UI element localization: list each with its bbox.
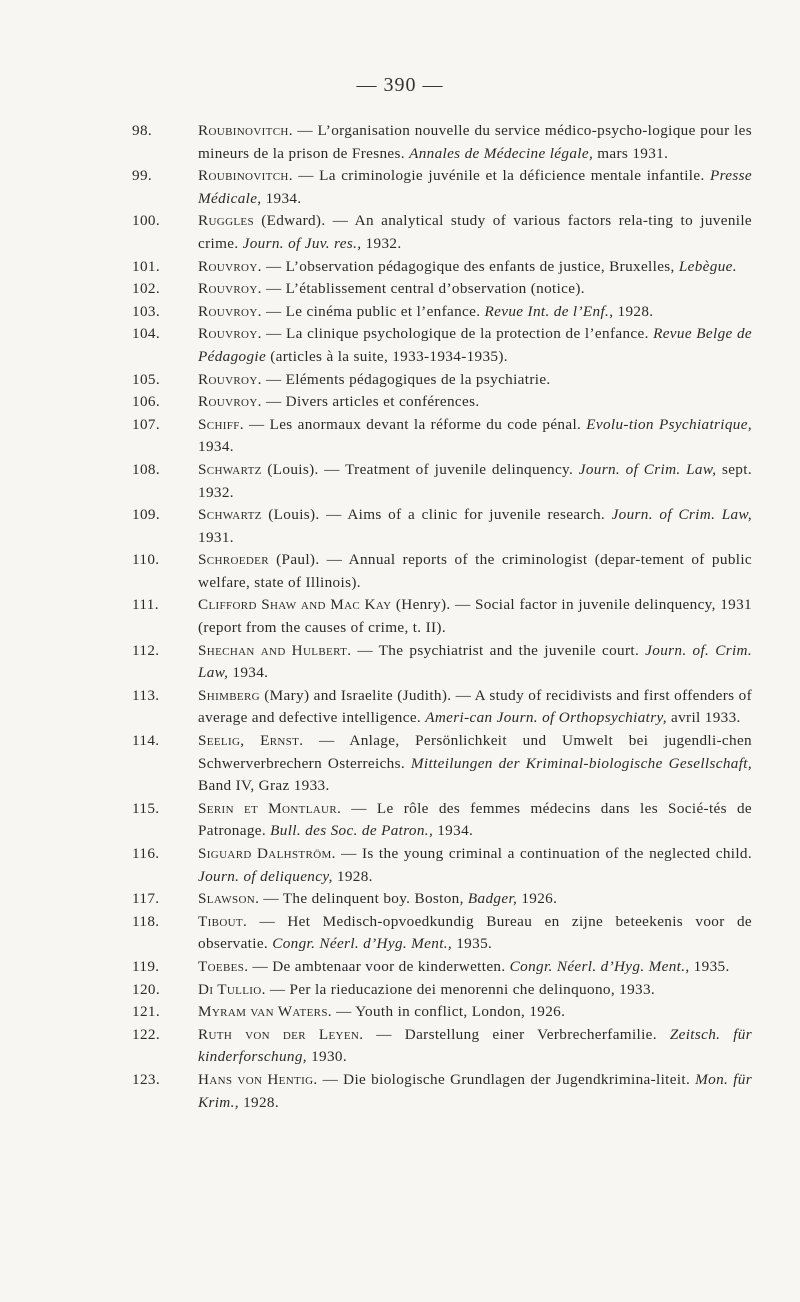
entry-tail: 1928. <box>238 1093 279 1111</box>
entry-author: Slawson. <box>198 890 260 908</box>
entry-text <box>198 391 752 414</box>
entry-body: — L’organisation nouvelle du service médico-psycho-logique pour les mineurs de la prison de Fresnes. <box>198 122 752 162</box>
entry-number: 112. <box>132 641 160 659</box>
entry-number: 102. <box>132 280 160 298</box>
entry-author: Ruth von der Leyen. <box>198 1025 364 1043</box>
entry-body: — La clinique psychologique de la protection de l’enfance. <box>261 325 654 343</box>
entry-source: Bull. des Soc. de Patron., <box>270 822 434 840</box>
entry-body: — L’établissement central d’observation (notice). <box>261 280 585 298</box>
entry-text <box>198 1069 752 1114</box>
entry-number: 104. <box>132 325 160 343</box>
entry-source: Mon. für Krim., <box>198 1070 752 1111</box>
entry-number: 114. <box>132 732 160 750</box>
entry-source: Journ. of. Crim. Law, <box>198 641 752 682</box>
entry-body: (Henry). — Social factor in juvenile delinquency, 1931 (report from the causes of crime, t. II). <box>198 596 752 637</box>
entry-text <box>198 278 752 301</box>
entry-body: — Eléments pédagogiques de la psychiatrie. <box>261 370 551 388</box>
entry-number: 113. <box>132 686 160 704</box>
entry-text <box>198 888 752 911</box>
entry-tail: 1934. <box>228 664 269 682</box>
bibliography-entry <box>132 1001 752 1024</box>
entry-number: 101. <box>132 257 160 275</box>
bibliography-entry <box>132 730 752 798</box>
entry-author: Schroeder <box>198 551 269 569</box>
entry-text <box>198 1001 752 1024</box>
entry-text <box>198 911 752 956</box>
entry-tail: 1928. <box>332 867 373 885</box>
entry-body: — Les anormaux devant la réforme du code pénal. <box>243 415 587 433</box>
bibliography-entry <box>132 685 752 730</box>
bibliography-entry <box>132 459 752 504</box>
entry-author: Rouvroy. <box>198 257 262 275</box>
entry-source: Mitteilungen der Kriminal-biologische Gesellschaft, <box>410 754 752 772</box>
entry-number: 116. <box>132 845 160 862</box>
entry-source: Annales de Médecine légale, <box>409 144 594 162</box>
entry-author: Ruggles <box>198 212 254 230</box>
entry-author: Schwartz <box>198 506 262 524</box>
entry-text <box>198 798 752 843</box>
entry-body: — De ambtenaar voor de kinderwetten. <box>248 957 510 975</box>
entry-author: Rouvroy. <box>198 325 262 343</box>
entry-number: 121. <box>132 1003 160 1021</box>
entry-source: Congr. Néerl. d’Hyg. Ment., <box>509 957 690 975</box>
entry-source: Evolu-tion Psychiatrique, <box>586 415 752 433</box>
entry-source: Revue Int. de l’Enf., <box>484 302 614 320</box>
bibliography-entry <box>132 594 752 639</box>
entry-text <box>198 979 752 1002</box>
entry-source: Zeitsch. für kinderforschung, <box>198 1025 753 1066</box>
entry-tail: avril 1933. <box>666 709 741 727</box>
entry-number: 110. <box>132 551 160 569</box>
bibliography-entry <box>132 640 752 685</box>
bibliography-entry <box>132 979 752 1002</box>
entry-tail: (articles à la suite, 1933-1934-1935). <box>266 347 508 365</box>
entry-number: 122. <box>132 1025 160 1043</box>
entry-author: Shimberg <box>198 686 260 704</box>
entry-body: — Le rôle des femmes médecins dans les Socié-tés de Patronage. <box>198 799 752 840</box>
entry-author: Tibout. <box>198 912 248 930</box>
bibliography-entry <box>132 843 752 888</box>
entry-body: — Youth in conflict, London, 1926. <box>331 1003 566 1021</box>
entry-tail: 1932. <box>361 234 402 252</box>
entry-author: Seelig, Ernst. <box>198 732 304 750</box>
entry-body: (Louis). — Treatment of juvenile delinquency. <box>261 460 579 478</box>
entry-source: Journ. of Crim. Law, <box>611 506 752 524</box>
entry-author: Rouvroy. <box>198 393 262 411</box>
entry-author: Shechan and Hulbert. <box>198 641 352 659</box>
entry-text <box>198 459 752 504</box>
entry-number: 119. <box>132 957 160 975</box>
entry-body: — Die biologische Grundlagen der Jugendkrimina-liteit. <box>317 1070 696 1088</box>
entry-tail: 1935. <box>689 957 730 975</box>
entry-text <box>198 594 752 639</box>
entry-tail: 1935. <box>452 935 493 953</box>
bibliography-entry <box>132 278 752 301</box>
entry-tail: Band IV, Graz 1933. <box>198 777 330 795</box>
bibliography-entry <box>132 911 752 956</box>
entry-text <box>198 640 752 685</box>
entry-number: 108. <box>132 460 160 478</box>
entry-tail: mars 1931. <box>593 144 669 162</box>
entry-author: Siguard Dalhström. <box>198 845 336 862</box>
entry-author: Di Tullio. <box>198 980 266 998</box>
entry-number: 98. <box>132 122 153 139</box>
bibliography-entry <box>132 504 752 549</box>
entry-text <box>198 504 752 549</box>
entry-number: 99. <box>132 167 153 185</box>
entry-number: 115. <box>132 799 160 817</box>
bibliography-entry <box>132 210 752 255</box>
entry-body: (Louis). — Aims of a clinic for juvenile research. <box>261 506 612 524</box>
entry-source: Journ. of deliquency, <box>198 867 333 885</box>
entry-text <box>198 256 752 279</box>
entry-body: — La criminologie juvénile et la déficience mentale infantile. <box>292 167 710 185</box>
entry-author: Myram van Waters. <box>198 1003 332 1021</box>
entry-author: Roubinovitch. <box>198 167 293 185</box>
entry-source: Revue Belge de Pédagogie <box>198 325 752 365</box>
entry-source: Ameri-can Journ. of Orthopsychiatry, <box>425 709 667 727</box>
entry-number: 109. <box>132 506 160 524</box>
entry-text <box>198 323 752 368</box>
entry-number: 106. <box>132 393 160 411</box>
entry-author: Roubinovitch. <box>198 122 293 139</box>
bibliography-entry <box>132 956 752 979</box>
entry-body: — The psychiatrist and the juvenile court. <box>351 641 646 659</box>
bibliography-entry <box>132 120 752 165</box>
entry-number: 120. <box>132 980 160 998</box>
entry-body: — Per la rieducazione dei menorenni che delinquono, 1933. <box>265 980 656 998</box>
entry-number: 117. <box>132 890 160 908</box>
entry-number: 105. <box>132 370 160 388</box>
entry-body: — Is the young criminal a continuation of the neglected child. <box>335 845 752 862</box>
entry-number: 100. <box>132 212 160 230</box>
bibliography-entry <box>132 1024 752 1069</box>
entry-author: Rouvroy. <box>198 370 262 388</box>
bibliography-entry <box>132 888 752 911</box>
entry-body: — The delinquent boy. Boston, <box>259 890 468 908</box>
entry-text <box>198 210 752 255</box>
entry-number: 118. <box>132 912 160 930</box>
bibliography-entry <box>132 323 752 368</box>
bibliography-entry <box>132 256 752 279</box>
entry-tail: 1934. <box>433 822 474 840</box>
entry-text <box>198 1024 752 1069</box>
bibliography-entry <box>132 369 752 392</box>
bibliography-entry <box>132 165 752 210</box>
bibliography-entry <box>132 549 752 594</box>
bibliography-list <box>132 120 752 1114</box>
entry-body: — Divers articles et conférences. <box>261 393 480 411</box>
entry-tail: sept. 1932. <box>198 460 752 501</box>
entry-author: Toebes. <box>198 957 249 975</box>
entry-tail: 1931. <box>198 528 234 546</box>
entry-number: 107. <box>132 415 160 433</box>
entry-text <box>198 414 752 459</box>
entry-body: — Darstellung einer Verbrecherfamilie. <box>363 1025 670 1043</box>
entry-text <box>198 843 752 888</box>
entry-tail: 1930. <box>306 1048 348 1066</box>
entry-body: — Het Medisch-opvoedkundig Bureau en zijne beteekenis voor de observatie. <box>198 912 752 953</box>
entry-source: Presse Médicale, <box>198 167 752 207</box>
entry-author: Rouvroy. <box>198 280 262 298</box>
entry-text <box>198 549 752 594</box>
entry-tail: 1928. <box>613 302 654 320</box>
entry-text <box>198 369 752 392</box>
entry-source: Congr. Néerl. d’Hyg. Ment., <box>272 935 453 953</box>
page-number: — 390 — <box>356 74 444 96</box>
entry-source: Badger, <box>467 890 518 908</box>
entry-author: Schiff. <box>198 415 244 433</box>
bibliography-entry <box>132 1069 752 1114</box>
bibliography-entry <box>132 301 752 324</box>
entry-tail: 1934. <box>261 189 302 207</box>
entry-text <box>198 730 752 798</box>
bibliography-entry <box>132 798 752 843</box>
bibliography-entry <box>132 391 752 414</box>
entry-source: Journ. of Juv. res., <box>242 234 362 252</box>
entry-author: Rouvroy. <box>198 302 262 320</box>
entry-body: (Edward). — An analytical study of various factors rela-ting to juvenile crime. <box>198 212 752 252</box>
entry-text <box>198 165 752 210</box>
entry-text <box>198 120 752 165</box>
entry-body: (Mary) and Israelite (Judith). — A study of recidivists and first offenders of average and defective intelligence. <box>198 686 752 727</box>
entry-body: — Le cinéma public et l’enfance. <box>261 302 485 320</box>
entry-source: Journ. of Crim. Law, <box>578 460 717 478</box>
entry-text <box>198 301 752 324</box>
entry-source: Lebègue. <box>678 257 737 275</box>
entry-text <box>198 956 752 979</box>
entry-body: — L’observation pédagogique des enfants de justice, Bruxelles, <box>261 257 679 275</box>
entry-text <box>198 685 752 730</box>
entry-number: 123. <box>132 1070 160 1088</box>
entry-author: Serin et Montlaur. <box>198 799 342 817</box>
entry-author: Clifford Shaw and Mac Kay <box>198 596 392 614</box>
entry-tail: 1934. <box>198 438 234 456</box>
entry-author: Schwartz <box>198 460 262 478</box>
entry-number: 103. <box>132 302 160 320</box>
entry-number: 111. <box>132 596 159 614</box>
entry-body: — Anlage, Persönlichkeit und Umwelt bei jugendli-chen Schwerverbrechern Osterreichs. <box>198 732 753 772</box>
entry-author: Hans von Hentig. <box>198 1070 318 1088</box>
entry-body: (Paul). — Annual reports of the criminologist (depar-tement of public welfare, state of Illinois). <box>198 551 752 591</box>
entry-tail: 1926. <box>517 890 558 908</box>
bibliography-entry <box>132 414 752 459</box>
